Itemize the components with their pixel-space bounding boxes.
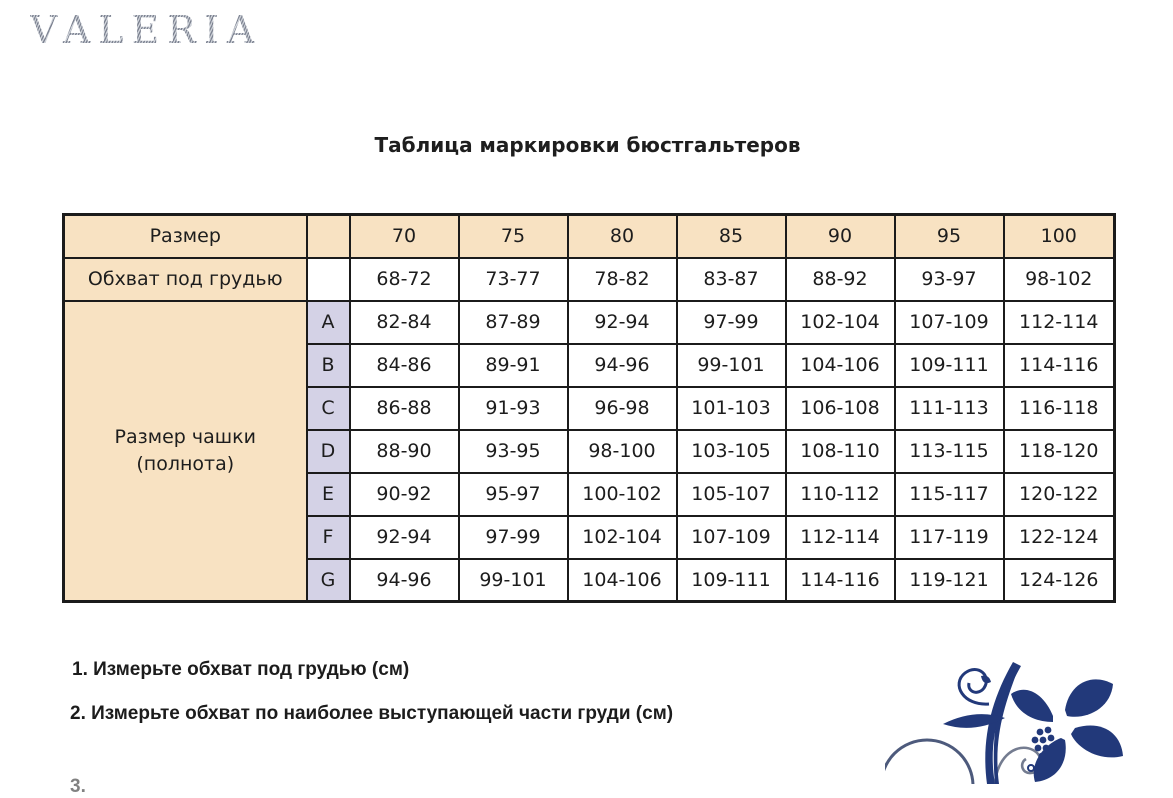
cup-value: 102-104: [786, 301, 895, 344]
bra-size-table: [62, 213, 1116, 603]
size-col-header: 80: [568, 215, 677, 258]
cup-value: 122-124: [1004, 516, 1115, 559]
brand-logo: VALERIA: [30, 8, 263, 52]
cup-value: 99-101: [459, 559, 568, 602]
cup-value: 97-99: [677, 301, 786, 344]
cup-value: 114-116: [786, 559, 895, 602]
cup-value: 124-126: [1004, 559, 1115, 602]
cup-value: 87-89: [459, 301, 568, 344]
cup-letter: F: [307, 516, 350, 559]
cup-letter: C: [307, 387, 350, 430]
cup-value: 93-95: [459, 430, 568, 473]
cup-value: 104-106: [786, 344, 895, 387]
cup-value: 116-118: [1004, 387, 1115, 430]
underbust-value: 78-82: [568, 258, 677, 301]
cup-value: 119-121: [895, 559, 1004, 602]
cup-value: 115-117: [895, 473, 1004, 516]
cup-value: 100-102: [568, 473, 677, 516]
floral-swirl-ornament-icon: [885, 660, 1125, 784]
size-col-header: 100: [1004, 215, 1115, 258]
cup-value: 107-109: [895, 301, 1004, 344]
instruction-item-1: 1. Измерьте обхват под грудью (см): [72, 659, 410, 680]
cup-letter: A: [307, 301, 350, 344]
cup-value: 103-105: [677, 430, 786, 473]
underbust-value: 88-92: [786, 258, 895, 301]
cup-value: 96-98: [568, 387, 677, 430]
cup-value: 112-114: [786, 516, 895, 559]
cup-value: 104-106: [568, 559, 677, 602]
cup-letter: D: [307, 430, 350, 473]
cup-size-merged-label: [64, 301, 307, 602]
cup-value: 95-97: [459, 473, 568, 516]
cup-value: 99-101: [677, 344, 786, 387]
underbust-row-label: Обхват под грудью: [64, 258, 307, 301]
cup-value: 120-122: [1004, 473, 1115, 516]
cup-value: 106-108: [786, 387, 895, 430]
instruction-item-3-partial: 3.: [70, 776, 86, 797]
cup-value: 92-94: [350, 516, 459, 559]
underbust-value: 98-102: [1004, 258, 1115, 301]
cup-value: 118-120: [1004, 430, 1115, 473]
cup-value: 89-91: [459, 344, 568, 387]
cup-value: 97-99: [459, 516, 568, 559]
page-title: Таблица маркировки бюстгальтеров: [374, 133, 801, 157]
cup-value: 109-111: [895, 344, 1004, 387]
cup-value: 86-88: [350, 387, 459, 430]
cup-value: 117-119: [895, 516, 1004, 559]
cup-value: 113-115: [895, 430, 1004, 473]
underbust-value: 83-87: [677, 258, 786, 301]
cup-value: 112-114: [1004, 301, 1115, 344]
cup-letter: B: [307, 344, 350, 387]
cup-value: 101-103: [677, 387, 786, 430]
cup-value: 92-94: [568, 301, 677, 344]
cup-value: 90-92: [350, 473, 459, 516]
cup-value: 108-110: [786, 430, 895, 473]
cup-value: 98-100: [568, 430, 677, 473]
corner-empty-cell: [307, 215, 350, 258]
cup-value: 107-109: [677, 516, 786, 559]
table-row-sizes: [64, 215, 1115, 258]
cup-value: 82-84: [350, 301, 459, 344]
size-row-label: Размер: [64, 215, 307, 258]
cup-letter: E: [307, 473, 350, 516]
cup-value: 114-116: [1004, 344, 1115, 387]
size-col-header: 95: [895, 215, 1004, 258]
size-col-header: 70: [350, 215, 459, 258]
cup-value: 94-96: [350, 559, 459, 602]
cup-value: 91-93: [459, 387, 568, 430]
size-col-header: 85: [677, 215, 786, 258]
underbust-value: 68-72: [350, 258, 459, 301]
size-col-header: 90: [786, 215, 895, 258]
table-row-cup-A: [64, 301, 1115, 344]
cup-value: 110-112: [786, 473, 895, 516]
size-col-header: 75: [459, 215, 568, 258]
cup-value: 111-113: [895, 387, 1004, 430]
underbust-value: 93-97: [895, 258, 1004, 301]
underbust-empty-cell: [307, 258, 350, 301]
cup-value: 88-90: [350, 430, 459, 473]
cup-value: 102-104: [568, 516, 677, 559]
underbust-value: 73-77: [459, 258, 568, 301]
cup-label-line1: Размер чашки: [114, 426, 256, 449]
instruction-item-2: 2. Измерьте обхват по наиболее выступающей части груди (см): [70, 703, 674, 724]
table-row-underbust: [64, 258, 1115, 301]
cup-value: 105-107: [677, 473, 786, 516]
cup-value: 109-111: [677, 559, 786, 602]
cup-label-line2: (полнота): [136, 452, 235, 475]
cup-value: 84-86: [350, 344, 459, 387]
cup-value: 94-96: [568, 344, 677, 387]
cup-letter: G: [307, 559, 350, 602]
